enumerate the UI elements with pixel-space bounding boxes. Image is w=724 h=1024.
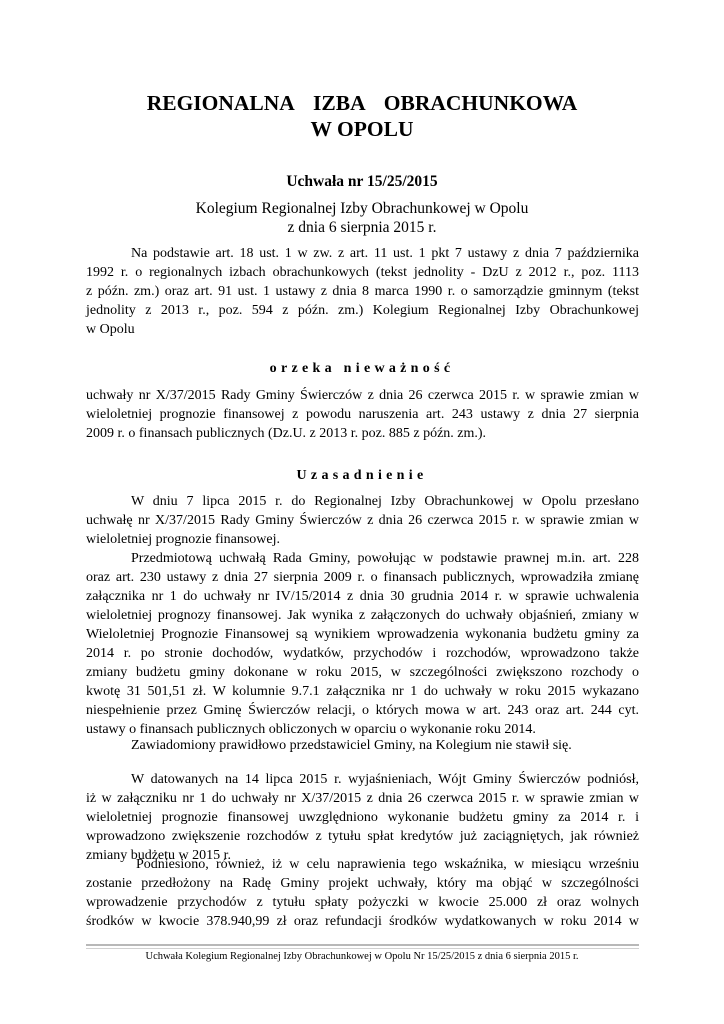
paragraph-line: iż w załączniku nr 1 do uchwały nr X/37/2015 z dnia 26 czerwca 2015 r. w sprawie zmian w (86, 791, 639, 806)
paragraph-line: niespełnienie przez Gminę Świerczów relacji, o których mowa w art. 243 oraz art. 244 cyt. (86, 703, 639, 718)
ruling-line: 2009 r. o finansach publicznych (Dz.U. z 2013 r. poz. 885 z późn. zm.). (86, 426, 487, 441)
preamble-line: Na podstawie art. 18 ust. 1 w zw. z art. 11 ust. 1 pkt 7 ustawy z dnia 7 października (131, 246, 639, 261)
ruling-heading: orzeka nieważność (269, 361, 455, 376)
paragraph-line: ustawy o finansach publicznych obliczonych w oparciu o wykonanie roku 2014. (86, 722, 536, 737)
header-city: W OPOLU (310, 117, 414, 141)
paragraph-line: 2014 r. po stronie dochodów, wydatków, przychodów i rozchodów, wprowadzono także (86, 646, 639, 661)
paragraph-line: zostanie przedłożony na Radę Gminy projekt uchwały, który ma objąć w szczególności (86, 876, 639, 891)
page-footer: Uchwała Kolegium Regionalnej Izby Obrachunkowej w Opolu Nr 15/25/2015 z dnia 6 sierpnia 2015 r. (145, 951, 579, 962)
justification-paragraph-5 (86, 855, 639, 931)
ruling-line: uchwały nr X/37/2015 Rady Gminy Świerczów z dnia 26 czerwca 2015 r. w sprawie zmian w (86, 388, 639, 403)
paragraph-line: W dniu 7 lipca 2015 r. do Regionalnej Izby Obrachunkowej w Opolu przesłano (131, 494, 639, 509)
resolution-date: z dnia 6 sierpnia 2015 r. (287, 219, 437, 236)
header-title: REGIONALNA IZBA OBRACHUNKOWA (146, 91, 578, 115)
paragraph-line: wieloletniej prognozie finansowej uwzględniono wykonanie budżetu gminy za 2014 r. i (86, 810, 639, 825)
ruling-line: wieloletniej prognozie finansowej z powodu naruszenia art. 243 ustawy z dnia 27 sierpnia (86, 407, 639, 422)
paragraph-line: Przedmiotową uchwałą Rada Gminy, powołując w podstawie prawnej m.in. art. 228 (131, 551, 639, 566)
paragraph-line: oraz art. 230 ustawy z dnia 27 sierpnia 2009 r. o finansach publicznych, wprowadziła zmianę (86, 570, 639, 585)
resolution-issuer (0, 199, 724, 237)
justification-paragraph-3 (86, 736, 639, 755)
preamble-line: jednolity z 2013 r., poz. 594 z późn. zm.) Kolegium Regionalnej Izby Obrachunkowej (86, 303, 639, 318)
justification-heading: Uzasadnienie (296, 468, 428, 483)
paragraph-line: wprowadzenie przychodów z tytułu spłaty pożyczki w kwocie 25.000 zł oraz wolnych (86, 895, 639, 910)
justification-paragraph-4 (86, 770, 639, 865)
paragraph-line: zmiany budżetu gminy dokonane w roku 2015, w szczególności zwiększono rozchody o (86, 665, 639, 680)
ruling-text (86, 386, 639, 443)
footer-divider (86, 944, 639, 946)
preamble-line: 1992 r. o regionalnych izbach obrachunkowych (tekst jednolity - DzU z 2012 r., poz. 1113 (86, 265, 639, 280)
paragraph-line: załącznika nr 1 do uchwały nr IV/15/2014 z dnia 30 grudnia 2014 r. w sprawie uchwalenia (86, 589, 639, 604)
paragraph-line: Wieloletniej Prognozie Finansowej są wynikiem wprowadzenia wykonania budżetu gminy za (86, 627, 639, 642)
resolution-number: Uchwała nr 15/25/2015 (286, 173, 438, 190)
justification-paragraph-2 (86, 549, 639, 739)
paragraph-line: Podniesiono, również, iż w celu naprawienia tego wskaźnika, w miesiącu wrześniu (136, 857, 639, 872)
paragraph-line: W datowanych na 14 lipca 2015 r. wyjaśnieniach, Wójt Gminy Świerczów podniósł, (131, 772, 639, 787)
paragraph-line: zmiany budżetu w 2015 r. (86, 848, 232, 863)
preamble-line: w Opolu (86, 322, 135, 337)
preamble (86, 244, 639, 339)
paragraph-line: uchwałę nr X/37/2015 Rady Gminy Świerczów z dnia 26 czerwca 2015 r. w sprawie zmian w (86, 513, 639, 528)
paragraph-line: Zawiadomiony prawidłowo przedstawiciel Gminy, na Kolegium nie stawił się. (131, 738, 572, 753)
paragraph-line: kwotę 31 501,51 zł. W kolumnie 9.7.1 załącznika nr 1 do uchwały w roku 2015 wykazano (86, 684, 639, 699)
paragraph-line: wieloletniej prognozie finansowej. (86, 532, 280, 547)
paragraph-line: środków w kwocie 378.940,99 zł oraz refundacji środków wydatkowanych w roku 2014 w (86, 914, 639, 929)
preamble-line: z późn. zm.) oraz art. 91 ust. 1 ustawy z dnia 8 marca 1990 r. o samorządzie gminnym (tekst (86, 284, 639, 299)
paragraph-line: wieloletniej prognozy finansowej. Jak wynika z załączonych do uchwały objaśnień, zmiany w (86, 608, 639, 623)
paragraph-line: wprowadzono zwiększenie rozchodów z tytułu spłat kredytów już zaciągniętych, jak również (86, 829, 639, 844)
resolution-body: Kolegium Regionalnej Izby Obrachunkowej w Opolu (195, 200, 529, 217)
justification-paragraph-1 (86, 492, 639, 549)
footer-divider-thin (86, 948, 639, 949)
